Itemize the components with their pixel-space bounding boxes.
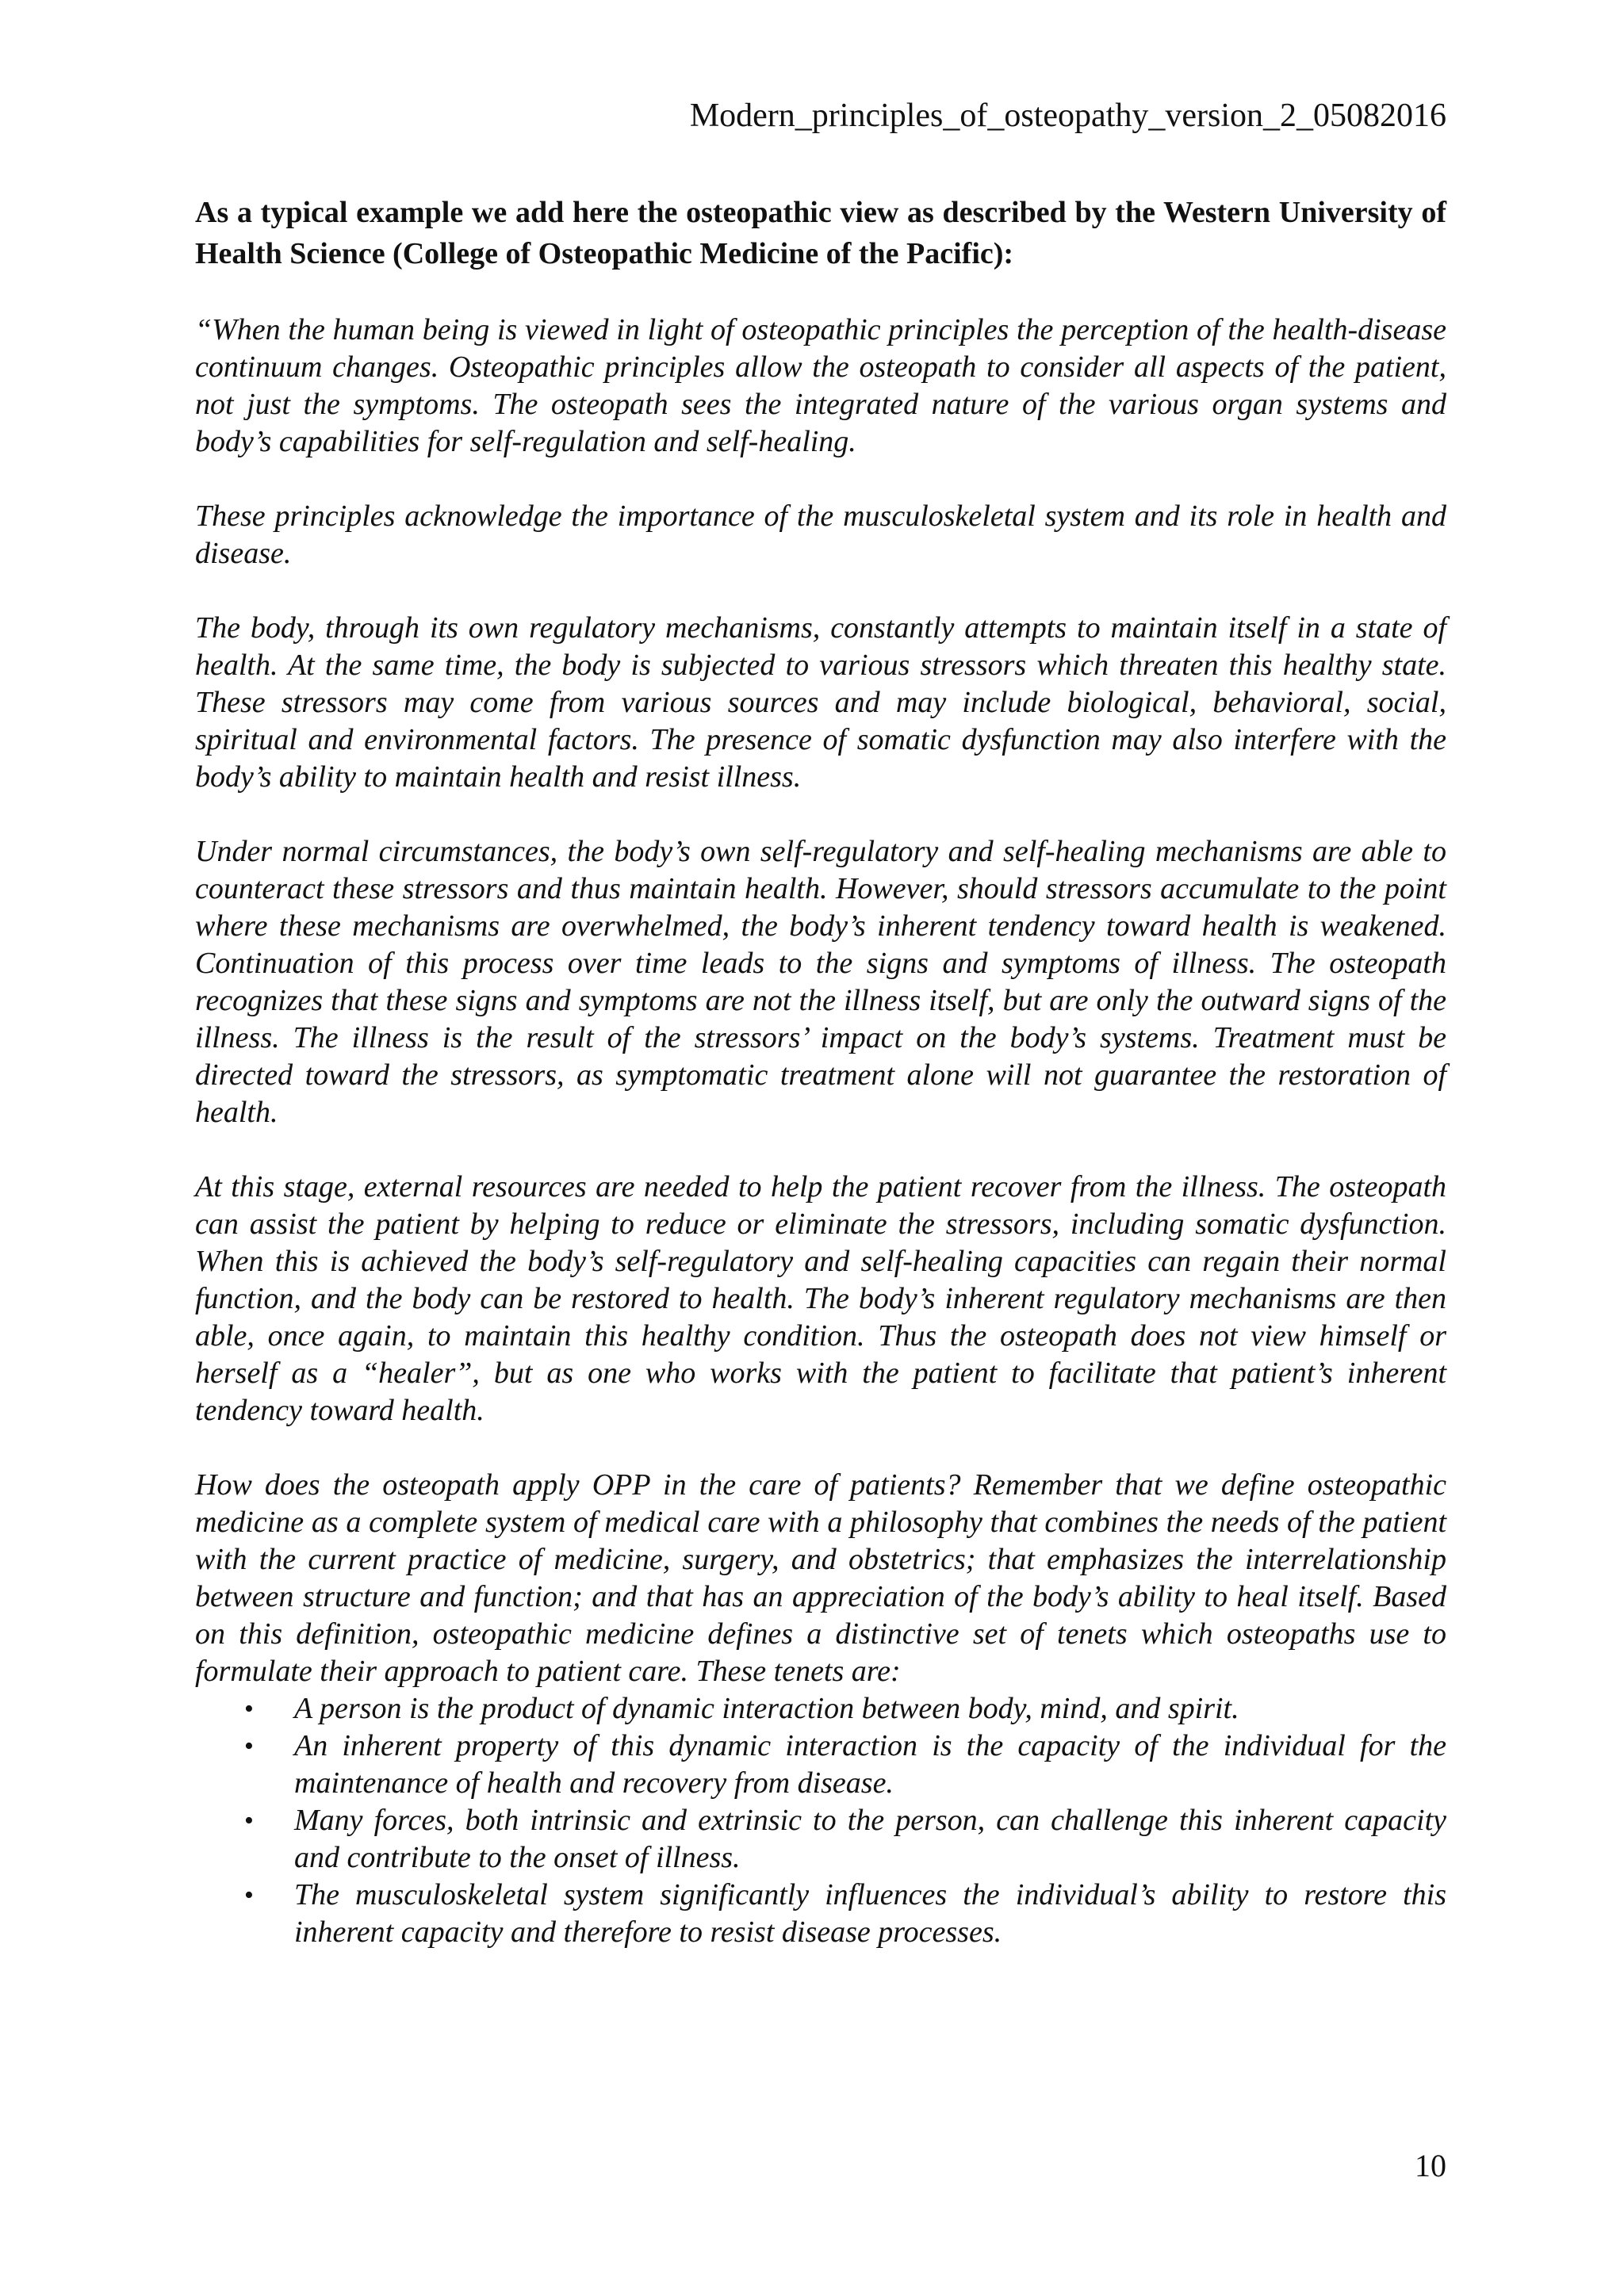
bullet-icon: • [244, 1694, 254, 1724]
list-item [195, 1690, 1446, 1728]
list-item [195, 1802, 1446, 1877]
tenet-text: An inherent property of this dynamic interaction is the capacity of the individual for the maintenance of health and recovery from disease. [294, 1729, 1446, 1800]
quote-paragraph: These principles acknowledge the importance of the musculoskeletal system and its role in health and disease. [195, 499, 1446, 570]
tenet-text: Many forces, both intrinsic and extrinsic to the person, can challenge this inherent capacity and contribute to the onset of illness. [294, 1804, 1446, 1874]
quote-paragraph: At this stage, external resources are needed to help the patient recover from the illness. The osteopath can assist the patient by helping to reduce or eliminate the stressors, including somatic dysfunction. When this is achieved the body’s self-regulatory and self-healing capacities can regain their normal function, and the body can be restored to health. The body’s inherent regulatory mechanisms are then able, once again, to maintain this healthy condition. Thus the osteopath does not view himself or herself as a “healer”, but as one who works with the patient to facilitate that patient’s inherent tendency toward health. [195, 1170, 1446, 1427]
page-content [195, 192, 1446, 1951]
tenets-list [195, 1690, 1446, 1951]
bullet-icon: • [244, 1806, 254, 1835]
quote-paragraph: How does the osteopath apply OPP in the care of patients? Remember that we define osteopathic medicine as a complete system of medical care with a philosophy that combines the needs of the patient with the current practice of medicine, surgery, and obstetrics; that emphasizes the interrelationship between structure and function; and that has an appreciation of the body’s ability to heal itself. Based on this definition, osteopathic medicine defines a distinctive set of tenets which osteopaths use to formulate their approach to patient care. These tenets are: [195, 1468, 1446, 1688]
bullet-icon: • [244, 1881, 254, 1910]
running-header: Modern_principles_of_osteopathy_version_2_05082016 [689, 98, 1446, 134]
quote-paragraph: Under normal circumstances, the body’s own self-regulatory and self-healing mechanisms are able to counteract these stressors and thus maintain health. However, should stressors accumulate to the point where these mechanisms are overwhelmed, the body’s inherent tendency toward health is weakened. Continuation of this process over time leads to the signs and symptoms of illness. The osteopath recognizes that these signs and symptoms are not the illness itself, but are only the outward signs of the illness. The illness is the result of the stressors’ impact on the body’s systems. Treatment must be directed toward the stressors, as symptomatic treatment alone will not guarantee the restoration of health. [195, 835, 1446, 1129]
bullet-icon: • [244, 1732, 254, 1761]
quote-paragraph: The body, through its own regulatory mechanisms, constantly attempts to maintain itself in a state of health. At the same time, the body is subjected to various stressors which threaten this healthy state. These stressors may come from various sources and may include biological, behavioral, social, spiritual and environmental factors. The presence of somatic dysfunction may also interfere with the body’s ability to maintain health and resist illness. [195, 611, 1446, 794]
tenet-text: A person is the product of dynamic interaction between body, mind, and spirit. [294, 1692, 1239, 1725]
list-item [195, 1877, 1446, 1951]
tenet-text: The musculoskeletal system significantly influences the individual’s ability to restore this inherent capacity and therefore to resist disease processes. [294, 1878, 1446, 1949]
page-number: 10 [1415, 2148, 1446, 2183]
intro-paragraph: As a typical example we add here the osteopathic view as described by the Western University of Health Science (College of Osteopathic Medicine of the Pacific): [195, 196, 1446, 270]
quote-paragraph: “When the human being is viewed in light of osteopathic principles the perception of the health-disease continuum changes. Osteopathic principles allow the osteopath to consider all aspects of the patient, not just the symptoms. The osteopath sees the integrated nature of the various organ systems and body’s capabilities for self-regulation and self-healing. [195, 313, 1446, 458]
list-item [195, 1728, 1446, 1802]
